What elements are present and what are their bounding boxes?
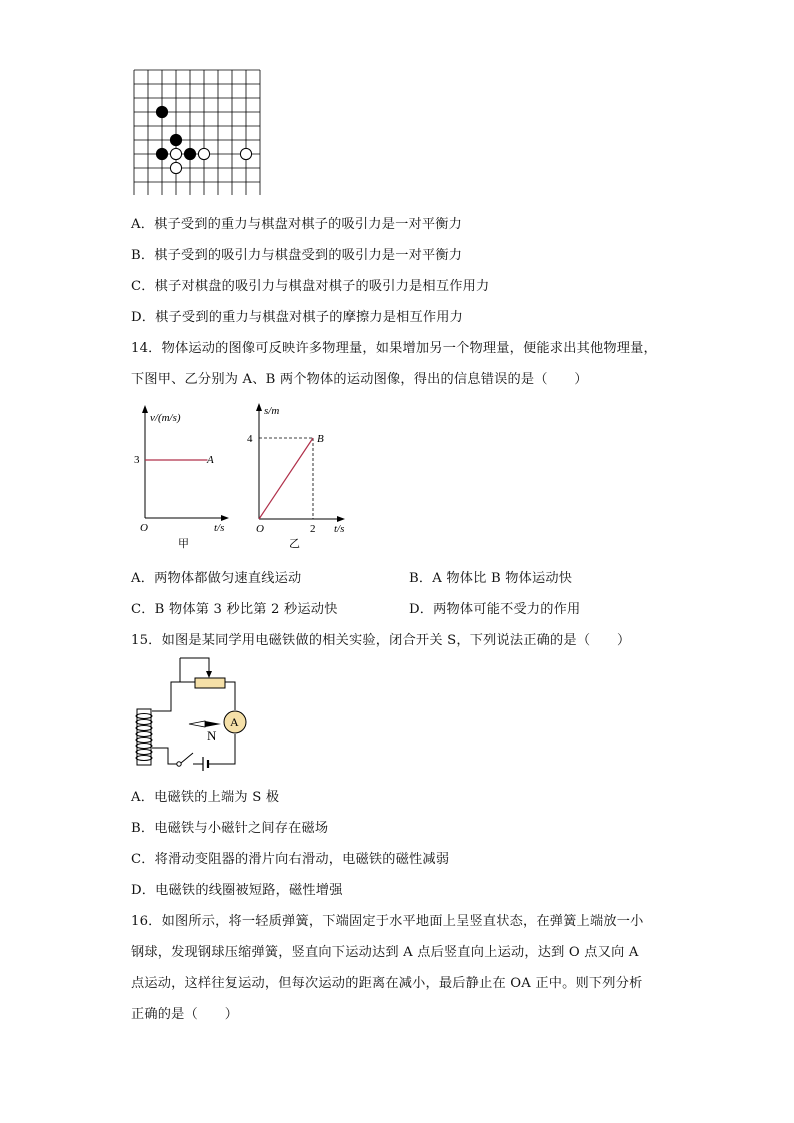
q15-option-b: B．电磁铁与小磁针之间存在磁场	[131, 821, 329, 836]
needle-label-N: N	[207, 728, 217, 743]
q14-option-b: B．A 物体比 B 物体运动快	[409, 571, 573, 586]
graph-yi-ytick: 4	[247, 433, 253, 445]
black-stone	[170, 134, 181, 145]
white-stone	[170, 148, 181, 159]
graph-jia-caption: 甲	[178, 538, 189, 550]
graph-yi-point-label: B	[317, 433, 324, 445]
graph-yi-svg	[244, 398, 354, 552]
q15-stem: 15．如图是某同学用电磁铁做的相关实验，闭合开关 S，下列说法正确的是（ ）	[131, 633, 631, 648]
compass-needle-black	[205, 721, 221, 727]
q13-option-d: D．棋子受到的重力与棋盘对棋子的摩擦力是相互作用力	[131, 310, 464, 325]
q14-option-c: C．B 物体第 3 秒比第 2 秒运动快	[131, 602, 338, 617]
graph-jia-svg	[134, 400, 234, 550]
compass-needle-white	[189, 721, 205, 727]
q14-option-d: D．两物体可能不受力的作用	[409, 602, 581, 617]
circuit-diagram	[131, 656, 256, 774]
graph-jia-ytick: 3	[134, 454, 140, 466]
graph-yi-origin: O	[256, 523, 264, 535]
q16-stem-line3: 点运动，这样往复运动，但每次运动的距离在减小，最后静止在 OA 正中。则下列分析	[131, 976, 643, 991]
switch-pivot	[177, 762, 181, 766]
graph-yi-ylabel: s/m	[264, 405, 280, 417]
q14-stem-line1: 14．物体运动的图像可反映许多物理量，如果增加另一个物理量，便能求出其他物理量，	[131, 341, 657, 356]
graph-jia	[134, 400, 234, 550]
x-axis-arrow-icon	[221, 515, 229, 521]
q13-option-c: C．棋子对棋盘的吸引力与棋盘对棋子的吸引力是相互作用力	[131, 279, 490, 294]
ammeter-label: A	[230, 715, 239, 729]
series-B-line	[259, 438, 313, 519]
q16-stem-line2: 钢球，发现钢球压缩弹簧，竖直向下运动达到 A 点后竖直向上运动，达到 O 点又向 A	[131, 945, 639, 960]
q13-option-a: A．棋子受到的重力与棋盘对棋子的吸引力是一对平衡力	[131, 217, 463, 232]
electromagnet-circuit-figure	[131, 656, 256, 774]
graph-yi	[244, 398, 354, 552]
black-stone	[184, 148, 195, 159]
switch-lever	[181, 753, 193, 763]
graph-jia-xlabel: t/s	[214, 522, 225, 534]
y-axis-arrow-icon	[142, 405, 148, 413]
rheostat	[195, 678, 225, 688]
x-axis-arrow-icon	[337, 516, 345, 522]
graph-yi-xlabel: t/s	[334, 523, 345, 535]
graph-yi-xtick: 2	[310, 523, 316, 535]
q15-option-d: D．电磁铁的线圈被短路，磁性增强	[131, 883, 343, 898]
graph-jia-ylabel: v/(m/s)	[150, 412, 181, 424]
q15-option-a: A．电磁铁的上端为 S 极	[131, 790, 280, 805]
q14-stem-line2: 下图甲、乙分别为 A、B 两个物体的运动图像，得出的信息错误的是（ ）	[131, 372, 588, 387]
q14-option-a: A．两物体都做匀速直线运动	[131, 571, 302, 586]
q13-option-b: B．棋子受到的吸引力与棋盘受到的吸引力是一对平衡力	[131, 248, 463, 263]
go-board-figure	[133, 69, 261, 195]
q16-stem-line4: 正确的是（ ）	[131, 1007, 239, 1022]
y-axis-arrow-icon	[256, 403, 262, 411]
black-stone	[156, 148, 167, 159]
q16-stem-line1: 16．如图所示，将一轻质弹簧，下端固定于水平地面上呈竖直状态，在弹簧上端放一小	[131, 914, 644, 929]
graph-jia-origin: O	[140, 522, 148, 534]
white-stone	[240, 148, 251, 159]
graph-yi-caption: 乙	[289, 538, 300, 550]
white-stone	[170, 162, 181, 173]
slider-arrow-icon	[206, 671, 212, 678]
black-stone	[156, 106, 167, 117]
graph-jia-series-label: A	[207, 454, 214, 466]
white-stone	[198, 148, 209, 159]
go-board	[133, 69, 261, 195]
q15-option-c: C．将滑动变阻器的滑片向右滑动，电磁铁的磁性减弱	[131, 852, 450, 867]
